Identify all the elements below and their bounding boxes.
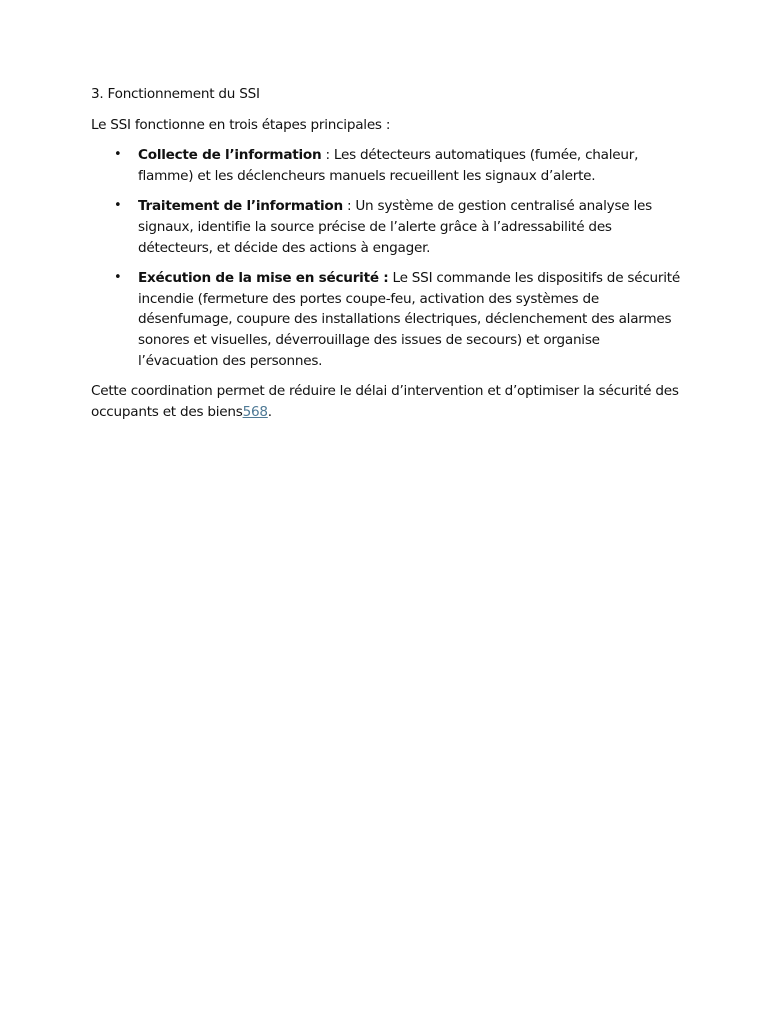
bullet-icon: • xyxy=(114,198,122,214)
list-item-text: : Un système de gestion centralisé analyse les signaux, identifie la source précise de l’alerte grâce à l’adressabilité des détecteurs, et décide des actions à engager. xyxy=(138,198,652,256)
list-item-term: Exécution de la mise en sécurité : xyxy=(138,270,389,287)
list-item-text: : Les détecteurs automatiques (fumée, chaleur, flamme) et les déclencheurs manuels recueillent les signaux d’alerte. xyxy=(138,147,639,184)
conclusion-period: . xyxy=(267,403,272,420)
list-item-term: Collecte de l’information xyxy=(138,147,322,164)
bullet-icon: • xyxy=(114,270,122,286)
steps-list xyxy=(91,145,681,371)
list-item-text: Le SSI commande les dispositifs de sécurité incendie (fermeture des portes coupe-feu, activation des systèmes de désenfumage, coupure des installations électriques, déclenchement des alarmes sonores et visuelles, déverrouillage des issues de secours) et organise l’évacuation des personnes. xyxy=(138,270,680,369)
list-item xyxy=(91,145,681,186)
intro-paragraph: Le SSI fonctionne en trois étapes principales : xyxy=(91,116,391,133)
reference-link[interactable]: 568 xyxy=(242,403,268,420)
conclusion-text: Cette coordination permet de réduire le délai d’intervention et d’optimiser la sécurité des occupants et des biens xyxy=(91,383,679,420)
list-item xyxy=(91,268,681,371)
conclusion-paragraph xyxy=(91,381,681,422)
list-item-term: Traitement de l’information xyxy=(138,198,343,215)
document-page xyxy=(91,84,681,432)
list-item xyxy=(91,196,681,258)
section-heading: 3. Fonctionnement du SSI xyxy=(91,86,260,102)
bullet-icon: • xyxy=(114,147,122,163)
